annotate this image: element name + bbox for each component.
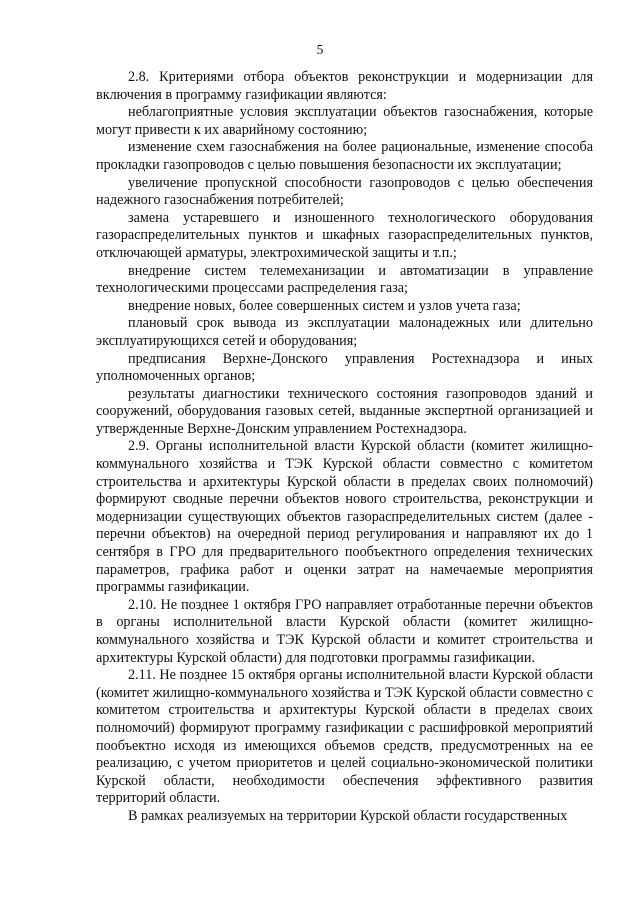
criterion-item: внедрение систем телемеханизации и автоматизации в управление технологическими процессами распределения газа; [96,262,593,297]
criterion-item: увеличение пропускной способности газопроводов с целью обеспечения надежного газоснабжения потребителей; [96,174,593,209]
criterion-item: результаты диагностики технического состояния газопроводов зданий и сооружений, оборудования газовых сетей, выданные экспертной организацией и утвержденные Верхне-Донским управлением Ростехнадзора. [96,385,593,437]
criterion-item: плановый срок вывода из эксплуатации малонадежных или длительно эксплуатирующихся сетей и оборудования; [96,315,593,349]
document-body [96,69,593,826]
page-number: 5 [316,42,324,57]
criterion-item: внедрение новых, более совершенных систем и узлов учета газа; [128,297,521,314]
paragraph-2-10: 2.10. Не позднее 1 октября ГРО направляет отработанные перечни объектов в органы исполнительной власти Курской области (комитет жилищно-коммунального хозяйства и ТЭК Курской области и комитет строительства и архитектуры Курской области) для подготовки программы газификации. [96,596,593,666]
paragraph-continuation: В рамках реализуемых на территории Курской области государственных [128,807,568,824]
paragraph-2-9: 2.9. Органы исполнительной власти Курской области (комитет жилищно-коммунального хозяйства и ТЭК Курской области совместно с комитетом строительства и архитектуры Курской области в пределах своих полномочий) формируют сводные перечни объектов нового строительства, реконструкции и модернизации существующих объектов газораспределительных систем (далее - перечни объектов) на очередной период регулирования и направляют их до 1 сентября в ГРО для предварительного пообъектного определения технических параметров, графика работ и оценки затрат на намечаемые мероприятия программы газификации. [96,438,593,596]
paragraph-2-11: 2.11. Не позднее 15 октября органы исполнительной власти Курской области (комитет жилищно-коммунального хозяйства и ТЭК Курской области совместно с комитетом строительства и архитектуры Курской области в пределах своих полномочий) формируют программу газификации с расшифровкой мероприятий пообъектно исходя из имеющихся объемов средств, предусмотренных на ее реализацию, с учетом приоритетов и целей социально-экономической политики Курской области, необходимости обеспечения эффективного развития территорий области. [96,667,593,807]
criterion-item: замена устаревшего и изношенного технологического оборудования газораспределительных пунктов и шкафных газораспределительных пунктов, отключающей арматуры, электрохимической защиты и т.п.; [96,209,593,261]
criterion-item: предписания Верхне-Донского управления Ростехнадзора и иных уполномоченных органов; [96,350,593,385]
criterion-item: изменение схем газоснабжения на более рациональные, изменение способа прокладки газопроводов с целью повышения безопасности их эксплуатации; [96,139,593,173]
criterion-item: неблагоприятные условия эксплуатации объектов газоснабжения, которые могут привести к их аварийному состоянию; [96,104,593,138]
paragraph-2-8: 2.8. Критериями отбора объектов реконструкции и модернизации для включения в программу газификации являются: [96,69,593,103]
